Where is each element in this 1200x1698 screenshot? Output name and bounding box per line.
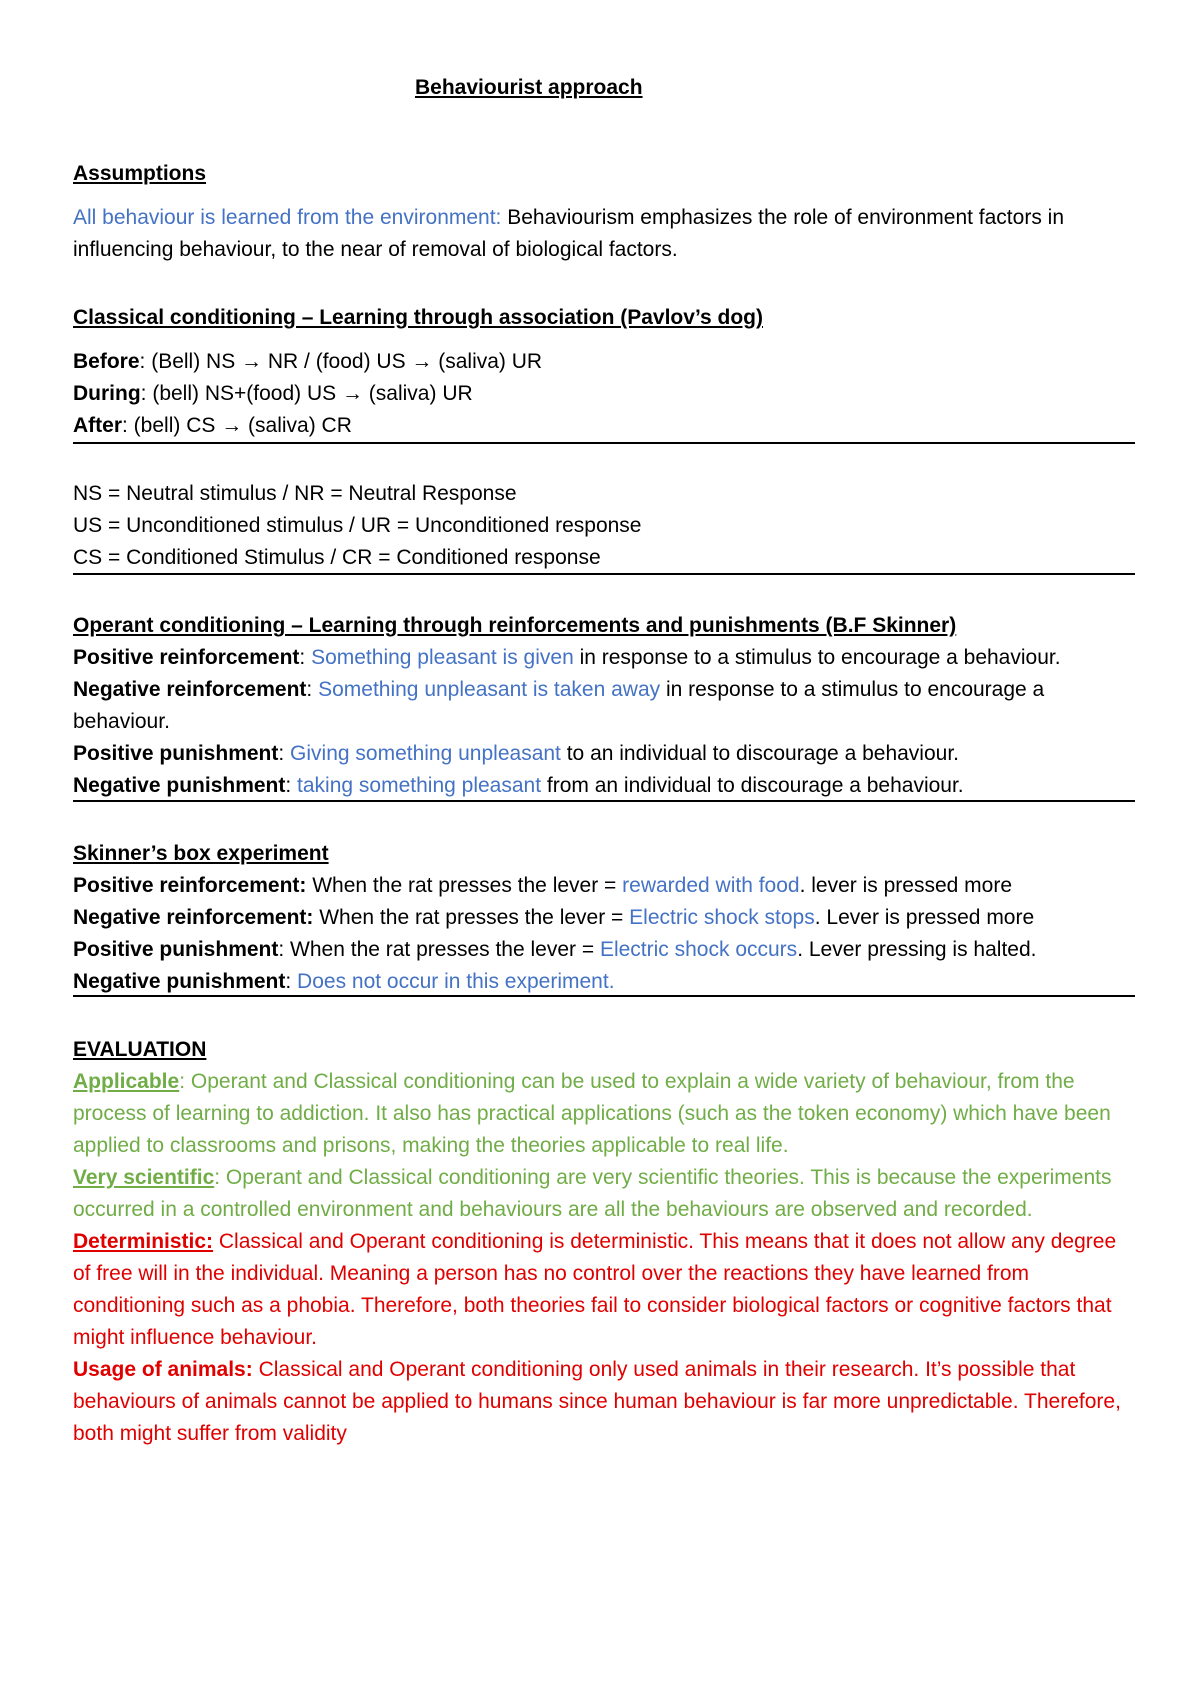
operant-negative-punishment bbox=[73, 770, 1135, 802]
before-text: : (Bell) NS → NR / (food) US → (saliva) UR bbox=[139, 350, 543, 373]
colon: : bbox=[278, 742, 291, 765]
classical-heading: Classical conditioning – Learning through association (Pavlov’s dog) bbox=[73, 306, 763, 329]
text: : bbox=[285, 970, 298, 993]
text: When the rat presses the lever = bbox=[306, 874, 623, 897]
during-text: : (bell) NS+(food) US → (saliva) UR bbox=[140, 382, 473, 405]
after-text: : (bell) CS → (saliva) CR bbox=[122, 414, 352, 437]
evaluation-section bbox=[73, 1034, 1135, 1450]
page-title: Behaviourist approach bbox=[415, 76, 643, 99]
evaluation-heading: EVALUATION bbox=[73, 1038, 207, 1061]
operant-heading: Operant conditioning – Learning through reinforcements and punishments (B.F Skinner) bbox=[73, 614, 957, 637]
operant-section bbox=[73, 610, 1135, 802]
skinner-positive-punishment bbox=[73, 934, 1135, 966]
label: Positive punishment bbox=[73, 742, 279, 765]
label: Positive reinforcement: bbox=[73, 874, 307, 897]
label: Deterministic: bbox=[73, 1230, 214, 1253]
skinner-section bbox=[73, 838, 1135, 998]
divider bbox=[73, 995, 1135, 997]
operant-positive-punishment bbox=[73, 738, 1135, 770]
highlight: Does not occur in this experiment. bbox=[297, 970, 615, 993]
text: : Operant and Classical conditioning can be used to explain a wide variety of behaviour, from the process of learning to addiction. It also has practical applications (such as the token economy) which have been applied to classrooms and prisons, making the theories applicable to real life. bbox=[73, 1070, 1111, 1157]
evaluation-animals bbox=[73, 1354, 1135, 1450]
text: in response to a stimulus to encourage a behaviour. bbox=[73, 678, 1045, 733]
before-label: Before bbox=[73, 350, 140, 373]
highlight: Electric shock stops bbox=[629, 906, 815, 929]
text: . Lever pressing is halted. bbox=[797, 938, 1037, 961]
key-section bbox=[73, 478, 1135, 574]
colon: : bbox=[299, 646, 312, 669]
colon: : bbox=[306, 678, 319, 701]
text: When the rat presses the lever = bbox=[313, 906, 630, 929]
after-label: After bbox=[73, 414, 123, 437]
highlight: Giving something unpleasant bbox=[290, 742, 561, 765]
classical-section bbox=[73, 302, 1135, 442]
text: . lever is pressed more bbox=[799, 874, 1013, 897]
label: Negative punishment bbox=[73, 970, 286, 993]
highlight: Something pleasant is given bbox=[311, 646, 574, 669]
text: : When the rat presses the lever = bbox=[278, 938, 600, 961]
divider bbox=[73, 442, 1135, 444]
label: Positive punishment bbox=[73, 938, 279, 961]
highlight: Something unpleasant is taken away bbox=[318, 678, 661, 701]
classical-before bbox=[73, 346, 1135, 378]
assumptions-text: Behaviourism emphasizes the role of environment factors in influencing behaviour, to the near of removal of biological factors. bbox=[73, 206, 1064, 261]
classical-during bbox=[73, 378, 1135, 410]
key-line: US = Unconditioned stimulus / UR = Unconditioned response bbox=[73, 514, 642, 537]
skinner-heading: Skinner’s box experiment bbox=[73, 842, 329, 865]
text: to an individual to discourage a behaviour. bbox=[560, 742, 959, 765]
highlight: taking something pleasant bbox=[297, 774, 542, 797]
divider bbox=[73, 800, 1135, 802]
evaluation-deterministic bbox=[73, 1226, 1135, 1354]
label: Applicable bbox=[73, 1070, 180, 1093]
assumptions-section bbox=[73, 158, 1135, 266]
label: Negative punishment bbox=[73, 774, 286, 797]
label: Negative reinforcement: bbox=[73, 906, 314, 929]
skinner-positive-reinforcement bbox=[73, 870, 1135, 902]
key-line: CS = Conditioned Stimulus / CR = Conditioned response bbox=[73, 546, 601, 569]
text: Classical and Operant conditioning only used animals in their research. It’s possible that behaviours of animals cannot be applied to humans since human behaviour is far more unpredictable. Therefore, both might suffer from validity bbox=[73, 1358, 1121, 1445]
label: Usage of animals: bbox=[73, 1358, 253, 1381]
operant-negative-reinforcement bbox=[73, 674, 1093, 738]
text: : Operant and Classical conditioning are very scientific theories. This is because the experiments occurred in a controlled environment and behaviours are all the behaviours are observed and recorded. bbox=[73, 1166, 1112, 1221]
colon: : bbox=[285, 774, 298, 797]
text: in response to a stimulus to encourage a behaviour. bbox=[573, 646, 1061, 669]
text: from an individual to discourage a behaviour. bbox=[541, 774, 964, 797]
evaluation-applicable bbox=[73, 1066, 1135, 1162]
during-label: During bbox=[73, 382, 141, 405]
text: . Lever is pressed more bbox=[814, 906, 1035, 929]
classical-after bbox=[73, 410, 1135, 442]
label: Positive reinforcement bbox=[73, 646, 300, 669]
assumptions-heading: Assumptions bbox=[73, 162, 207, 185]
skinner-negative-reinforcement bbox=[73, 902, 1135, 934]
evaluation-scientific bbox=[73, 1162, 1135, 1226]
label: Negative reinforcement bbox=[73, 678, 307, 701]
highlight: rewarded with food bbox=[622, 874, 800, 897]
label: Very scientific bbox=[73, 1166, 215, 1189]
highlight: Electric shock occurs bbox=[599, 938, 798, 961]
operant-positive-reinforcement bbox=[73, 642, 1135, 674]
key-line: NS = Neutral stimulus / NR = Neutral Response bbox=[73, 482, 517, 505]
assumptions-paragraph bbox=[73, 202, 1135, 266]
assumptions-lead: All behaviour is learned from the environment: bbox=[73, 206, 502, 229]
divider bbox=[73, 573, 1135, 575]
text: Classical and Operant conditioning is deterministic. This means that it does not allow any degree of free will in the individual. Meaning a person has no control over the reactions they have learned from conditioning such as a phobia. Therefore, both theories fail to consider biological factors or cognitive factors that might influence behaviour. bbox=[73, 1230, 1117, 1349]
skinner-negative-punishment bbox=[73, 966, 1135, 998]
